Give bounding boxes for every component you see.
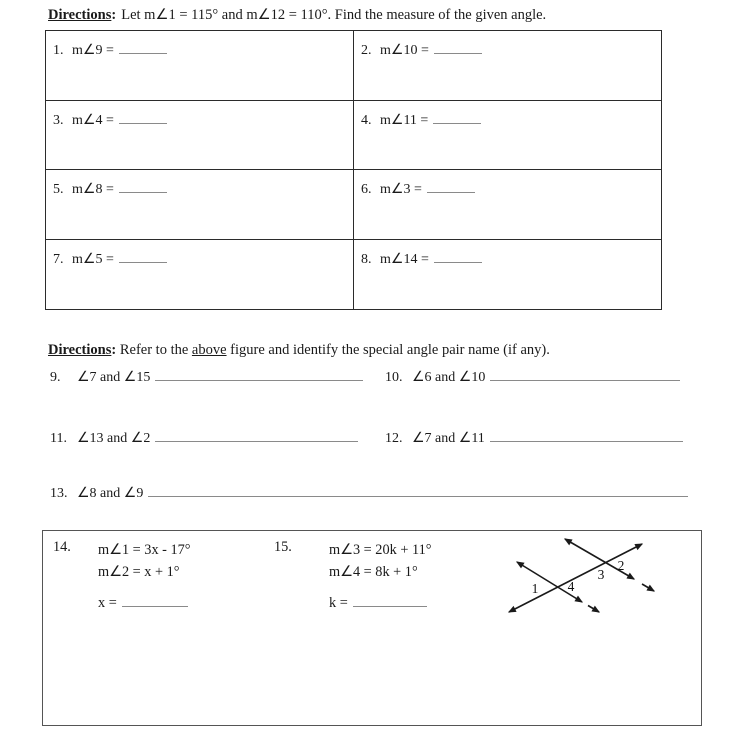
problem-number: 12. <box>385 431 403 446</box>
problem-number: 5. <box>53 182 64 197</box>
answer-blank <box>490 367 680 381</box>
problem-10 <box>385 367 680 386</box>
problem-13 <box>50 483 688 502</box>
problem-text: ∠7 and ∠15 <box>77 370 151 385</box>
table-cell-3 <box>46 101 354 171</box>
directions-2-pre: Refer to the <box>119 342 192 358</box>
angle-measure-table <box>45 30 662 310</box>
answer-blank <box>119 40 167 54</box>
answer-blank <box>119 110 167 124</box>
problem-text: ∠6 and ∠10 <box>412 370 486 385</box>
angle-1-label: 1 <box>531 581 539 596</box>
problem-number: 7. <box>53 251 64 267</box>
problem-number: 10. <box>385 370 403 385</box>
problem-14-equations <box>98 539 191 583</box>
directions-2-above: above <box>191 342 227 358</box>
problem-14-answer-line <box>98 593 188 612</box>
equation-1: m∠1 = 3x - 17° <box>98 542 191 558</box>
directions-1-text: Let m∠1 = 115° and m∠12 = 110°. Find the measure of the given angle. <box>121 7 547 23</box>
problem-9 <box>50 367 363 386</box>
problem-text: m∠10 = <box>380 43 429 58</box>
angle-3-label: 3 <box>597 567 605 582</box>
problem-11 <box>50 428 358 447</box>
equation-1: m∠3 = 20k + 11° <box>329 542 432 558</box>
answer-blank <box>427 179 475 193</box>
directions-2-colon: : <box>111 342 120 358</box>
answer-blank <box>490 428 683 442</box>
problem-text: m∠11 = <box>380 112 429 128</box>
problem-number: 9. <box>50 370 61 385</box>
problem-number: 3. <box>53 112 64 128</box>
directions-2-label: Directions <box>48 342 112 358</box>
angle-4-label: 4 <box>567 579 575 594</box>
answer-blank <box>353 593 427 607</box>
table-cell-5 <box>46 170 354 240</box>
directions-1-label: Directions <box>48 7 112 23</box>
problem-number: 11. <box>50 431 67 446</box>
table-cell-7 <box>46 240 354 310</box>
problem-text: m∠3 = <box>380 182 422 197</box>
answer-blank <box>434 249 482 263</box>
directions-2 <box>48 342 550 359</box>
algebra-problems-box <box>42 530 702 726</box>
equation-2: m∠4 = 8k + 1° <box>329 564 418 580</box>
table-cell-2 <box>354 31 661 101</box>
answer-blank <box>122 593 188 607</box>
problem-text: ∠7 and ∠11 <box>412 431 485 446</box>
problem-15-equations <box>329 539 431 583</box>
answer-blank <box>148 483 688 497</box>
table-cell-8 <box>354 240 661 310</box>
problem-number: 2. <box>361 43 372 58</box>
problem-text: m∠9 = <box>72 43 114 58</box>
problem-text: m∠8 = <box>72 182 114 197</box>
answer-blank <box>434 40 482 54</box>
right-crossing-line-extension <box>642 584 654 591</box>
answer-blank <box>155 367 363 381</box>
variable-label: k = <box>329 595 348 611</box>
problem-number: 1. <box>53 43 64 58</box>
answer-blank <box>119 179 167 193</box>
problem-text: m∠4 = <box>72 112 114 128</box>
directions-1-colon: : <box>111 7 117 23</box>
problem-12 <box>385 428 683 447</box>
equation-2: m∠2 = x + 1° <box>98 564 180 580</box>
answer-blank <box>155 428 358 442</box>
answer-blank <box>433 110 481 124</box>
problem-number: 15. <box>274 539 292 555</box>
answer-blank <box>119 249 167 263</box>
problem-15-answer-line <box>329 593 427 612</box>
angle-2-label: 2 <box>617 558 625 573</box>
problem-text: m∠14 = <box>380 251 429 267</box>
problem-text: m∠5 = <box>72 251 114 267</box>
variable-label: x = <box>98 595 117 611</box>
problem-text: ∠13 and ∠2 <box>77 431 151 446</box>
left-crossing-line-extension <box>588 606 599 613</box>
transversal-line <box>509 544 642 612</box>
table-cell-6 <box>354 170 661 240</box>
directions-1 <box>48 7 546 24</box>
problem-number: 13. <box>50 486 68 501</box>
table-cell-4 <box>354 101 661 171</box>
problem-number: 14. <box>53 539 71 555</box>
problem-text: ∠8 and ∠9 <box>77 486 144 501</box>
problem-number: 4. <box>361 112 372 128</box>
problem-number: 6. <box>361 182 372 197</box>
directions-2-post: figure and identify the special angle pair name (if any). <box>226 342 550 358</box>
angle-diagram <box>493 533 671 625</box>
table-cell-1 <box>46 31 354 101</box>
problem-number: 8. <box>361 251 372 267</box>
